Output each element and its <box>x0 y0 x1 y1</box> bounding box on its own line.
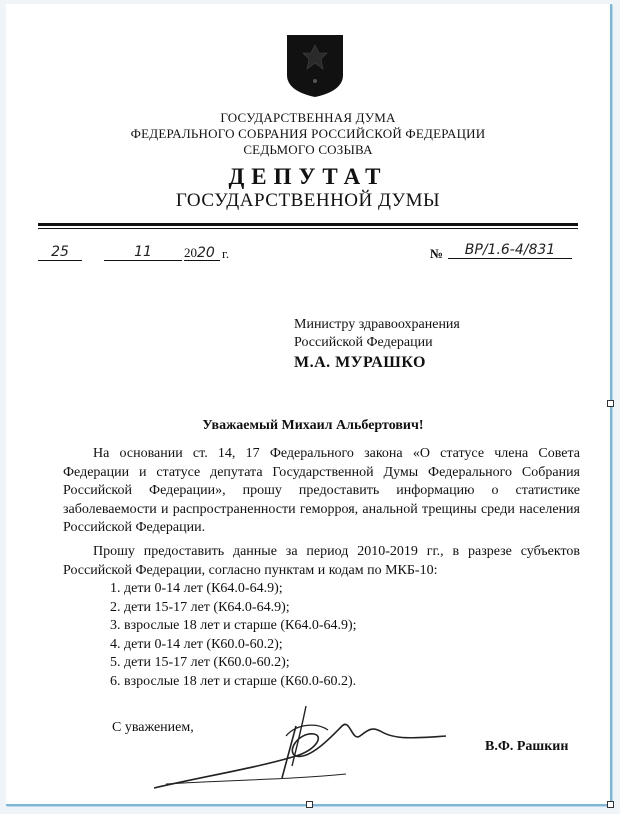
date-suffix: г. <box>222 246 230 261</box>
list-item: 6. взрослые 18 лет и старше (К60.0-60.2). <box>110 673 357 689</box>
date-month: 11 <box>104 244 182 261</box>
icd-code-list <box>110 580 357 691</box>
title-deputy: ДЕПУТАТ <box>228 164 388 189</box>
list-item: 5. дети 15-17 лет (К60.0-60.2); <box>110 655 290 670</box>
title-state-duma: ГОСУДАРСТВЕННОЙ ДУМЫ <box>175 190 441 211</box>
list-item: 2. дети 15-17 лет (К64.0-64.9); <box>110 599 290 615</box>
list-item: 4. дети 0-14 лет (К60.0-60.2); <box>110 636 283 652</box>
date-year-hand: 20 <box>197 245 215 261</box>
letter-page <box>6 4 612 806</box>
header-line-duma: ГОСУДАРСТВЕННАЯ ДУМА <box>220 110 396 125</box>
recipient-name: М.А. МУРАШКО <box>294 354 426 371</box>
header-line-assembly: ФЕДЕРАЛЬНОГО СОБРАНИЯ РОССИЙСКОЙ ФЕДЕРАЦИИ <box>130 126 486 141</box>
recipient-country: Российской Федерации <box>294 335 433 350</box>
list-item: 1. дети 0-14 лет (К64.0-64.9); <box>110 581 283 596</box>
signer-name: В.Ф. Рашкин <box>485 739 569 754</box>
state-emblem-icon <box>279 31 351 99</box>
date-day: 25 <box>38 244 82 261</box>
header-rule-thin <box>38 228 578 229</box>
resize-handle-bottom[interactable] <box>306 801 313 808</box>
header-line-convocation: СЕДЬМОГО СОЗЫВА <box>243 142 373 157</box>
recipient-position: Министру здравоохранения <box>294 317 460 332</box>
date-year-printed: 20 <box>184 245 197 260</box>
body-paragraph-request: На основании ст. 14, 17 Федерального закона «О статусе члена Совета Федерации и статусе депутата Государственной Думы Федерального Собрания Российской Федерации», прошу предоставить информацию о статистике заболеваемости и распространенности геморроя, анальной трещины среди населения Российской Федерации. <box>63 446 580 535</box>
number-label: № <box>430 246 444 261</box>
list-item: 3. взрослые 18 лет и старше (К64.0-64.9); <box>110 618 357 633</box>
outgoing-number: ВР/1.6-4/831 <box>448 242 572 259</box>
resize-handle-corner[interactable] <box>607 801 614 808</box>
date-year-field <box>184 244 220 261</box>
body-paragraph-period: Прошу предоставить данные за период 2010-2019 гг., в разрезе субъектов Российской Федерации, согласно пунктам и кодам по МКБ-10: <box>63 544 580 578</box>
closing-phrase: С уважением, <box>112 720 194 735</box>
resize-handle-right[interactable] <box>607 400 614 407</box>
handwritten-signature <box>146 696 456 798</box>
greeting: Уважаемый Михаил Альбертович! <box>202 418 424 433</box>
header-rule-thick <box>38 223 578 226</box>
